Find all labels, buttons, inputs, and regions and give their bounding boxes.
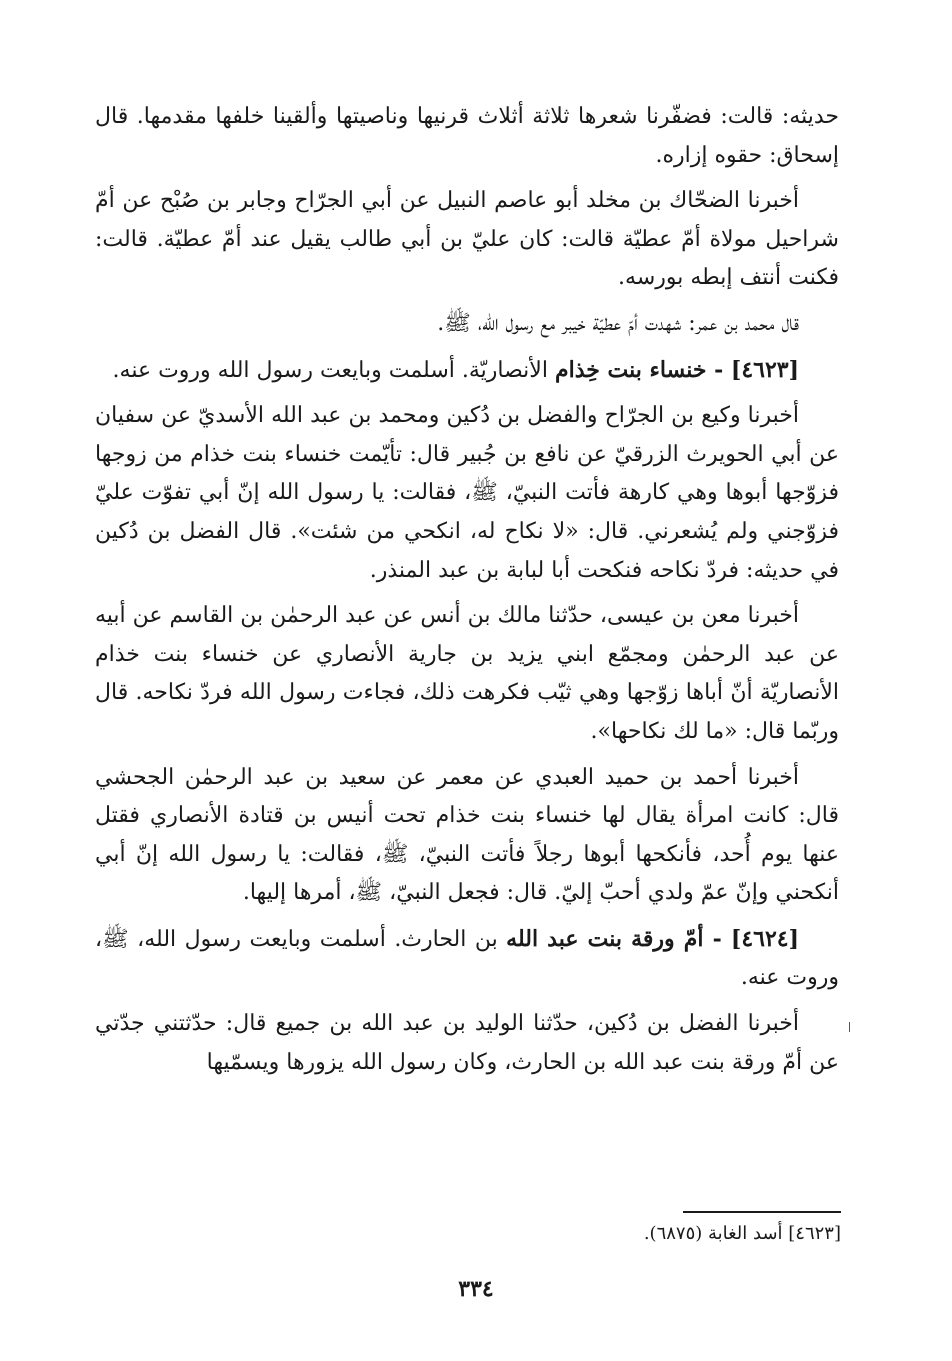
- main-text: [95, 98, 839, 1089]
- paragraph: [95, 98, 839, 175]
- footnote-divider: [683, 1211, 841, 1213]
- entry-paragraph: [95, 920, 839, 998]
- paragraph: [95, 397, 839, 590]
- page-number: ٣٣٤: [458, 1276, 494, 1302]
- paragraph-text: أخبرنا وكيع بن الجرّاح والفضل بن دُكين ومحمد بن عبد الله الأسديّ عن سفيان عن أبي الحويرث الزرقيّ عن نافع بن جُبير قال: تأيّمت خنساء بنت خذام من زوجها فزوّجها أبوها وهي كارهة فأتت النبيّ، ﷺ، فقالت: يا رسول الله إنّ أبي تفوّت عليّ فزوّجني ولم يُشعرني. قال: «لا نكاح له، انكحي من شئت». قال الفضل بن دُكين في حديثه: فردّ نكاحه فنكحت أبا لبابة بن عبد المنذر.: [95, 403, 839, 583]
- paragraph: [95, 759, 839, 913]
- paragraph: [95, 305, 839, 344]
- paragraph: [95, 597, 839, 751]
- paragraph-text: حديثه: قالت: فضفّرنا شعرها ثلاثة أثلاث قرنيها وناصيتها وألقينا خلفها مقدمها. قال إسحاق: حقوه إزاره.: [95, 104, 839, 168]
- footnote: [٤٦٢٣] أسد الغابة (٦٨٧٥).: [643, 1223, 841, 1244]
- paragraph-text: أخبرنا الفضل بن دُكين، حدّثنا الوليد بن عبد الله بن جميع قال: حدّثتني جدّتي عن أمّ ورقة بنت عبد الله بن الحارث، وكان رسول الله يزورها ويسمّيها: [95, 1011, 839, 1075]
- entry-heading: [٤٦٢٤] - أمّ ورقة بنت عبد الله: [506, 925, 800, 952]
- paragraph: [95, 1005, 839, 1082]
- paragraph-text: أخبرنا معن بن عيسى، حدّثنا مالك بن أنس عن عبد الرحمٰن بن القاسم عن أبيه عن عبد الرحمٰن ومجمّع ابني يزيد بن جارية الأنصاري عن خنساء بنت خذام الأنصاريّة أنّ أباها زوّجها وهي ثيّب فكرهت ذلك، فجاءت رسول الله فردّ نكاحه. قال وربّما قال: «ما لك نكاحها».: [95, 603, 839, 744]
- paragraph-text: أخبرنا الضحّاك بن مخلد أبو عاصم النبيل عن أبي الجرّاح وجابر بن صُبْح عن أمّ شراحيل مولاة أمّ عطيّة قالت: كان عليّ بن أبي طالب يقيل عند أمّ عطيّة. قالت: فكنت أنتف إبطه بورسه.: [95, 188, 839, 291]
- paragraph: [95, 182, 839, 298]
- paragraph-text: بن الحارث. أسلمت وبايعت رسول الله، ﷺ، وروت عنه.: [95, 926, 839, 991]
- paragraph-text: الأنصاريّة. أسلمت وبايعت رسول الله وروت عنه.: [112, 357, 555, 383]
- paragraph-text: أخبرنا أحمد بن حميد العبدي عن معمر عن سعيد بن عبد الرحمٰن الجحشي قال: كانت امرأة يقال لها خنساء بنت خذام تحت أنيس بن قتادة الأنصاري فقتل عنها يوم أُحد، فأنكحها أبوها رجلاً فأتت النبيّ، ﷺ، فقالت: يا رسول الله إنّ أبي أنكحني وإنّ عمّ ولدي أحبّ إليّ. قال: فجعل النبيّ، ﷺ، أمرها إليها.: [95, 764, 839, 906]
- entry-heading: [٤٦٢٣] - خنساء بنت خِذام: [554, 356, 799, 383]
- margin-mark: [849, 1022, 850, 1032]
- paragraph-text: قال محمد بن عمر: شهدت أمّ عطيّة خيبر مع رسول الله، ﷺ.: [437, 310, 799, 336]
- entry-paragraph: [95, 351, 839, 391]
